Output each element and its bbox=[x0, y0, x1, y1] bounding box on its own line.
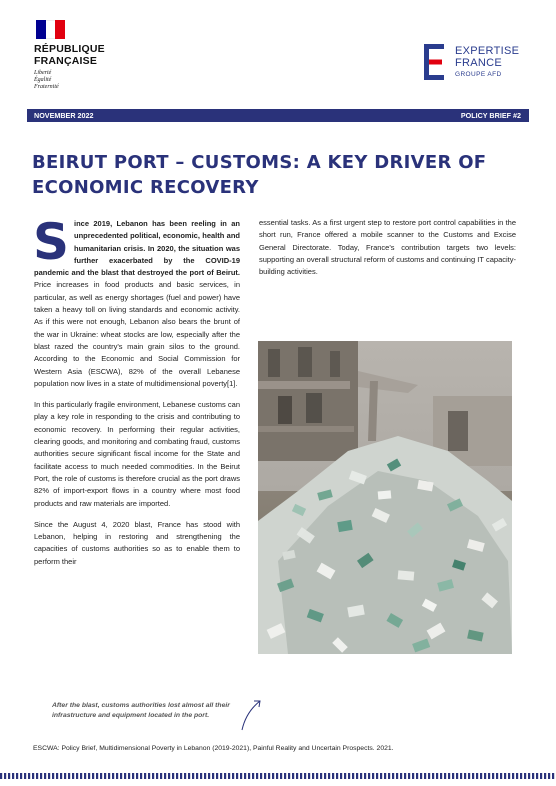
lead-text: ince 2019, Lebanon has been reeling in an unprecedented political, economic, health and humanitarian crisis. In 2020, the situation was further exacerbated by the COVID-19 pandemic and the blast that destroyed the port of Beirut. bbox=[34, 219, 240, 278]
page-title: BEIRUT PORT – CUSTOMS: A KEY DRIVER OF ECONOMIC RECOVERY bbox=[32, 152, 487, 198]
publication-date: NOVEMBER 2022 bbox=[34, 111, 94, 120]
drop-cap: S bbox=[33, 213, 70, 271]
left-column bbox=[33, 213, 240, 577]
right-column bbox=[259, 217, 516, 287]
republic-motto: Liberté Égalité Fraternité bbox=[34, 70, 59, 90]
france-paragraph: Since the August 4, 2020 blast, France has stood with Lebanon, helping in restoring and strengthening the capacities of customs authorities so as to enable them to perform their bbox=[34, 519, 240, 566]
publication-label: POLICY BRIEF #2 bbox=[460, 111, 521, 120]
republique-francaise-logo bbox=[34, 20, 124, 91]
customs-paragraph: In this particularly fragile environment, Lebanese customs can play a key role in responding to the crisis and contributing to economic recovery. In performing their regular activities, clearing goods, and monitoring and combating fraud, customs authorities secure significant fiscal income for the State and facilitate access to much needed commodities. In the Beirut Port, the role of customs is therefore crucial as the port draws 82% of import-export flows in a country where most food products and raw materials are imported. bbox=[34, 400, 240, 508]
header-band bbox=[27, 109, 529, 122]
footnote: ESCWA: Policy Brief, Multidimensional Poverty in Lebanon (2019-2021), Painful Reality and Uncertain Prospects. 2021. bbox=[33, 745, 394, 752]
intro-text: Price increases in food products and basic services, in particular, as well as energy shortages (fuel and power) have taken a heavy toll on living standards and economic activity. As if this were not enough, Lebanon also bears the brunt of the war in Ukraine: wheat stocks are low, especially after the blast razed the country's main grain silos to the ground. According to the Economic and Social Commission for Western Asia (ESCWA), 82% of the overall Lebanese population now lives in a state of multidimensional poverty[1]. bbox=[34, 280, 240, 388]
republic-name: RÉPUBLIQUE FRANÇAISE bbox=[34, 43, 105, 67]
agency-name-line-2: FRANCE bbox=[455, 57, 503, 69]
french-flag-icon bbox=[36, 20, 65, 39]
agency-group: GROUPE AFD bbox=[455, 71, 502, 78]
expertise-france-logo bbox=[424, 44, 534, 84]
caption-arrow-icon bbox=[240, 698, 264, 732]
agency-name-line-1: EXPERTISE bbox=[455, 45, 520, 57]
photo-caption: After the blast, customs authorities lost almost all their infrastructure and equipment located in the port. bbox=[52, 702, 230, 719]
blast-debris-photo bbox=[258, 341, 512, 654]
contribution-paragraph: essential tasks. As a first urgent step to restore port control capabilities in the short run, France offered a mobile scanner to the Customs and Excise General Directorate. Today, France's contribution targets two levels: supporting an overall structural reform of customs and continuing IT capacity-building activities. bbox=[259, 218, 516, 277]
bottom-decorative-rule bbox=[0, 773, 556, 779]
intro-paragraph bbox=[33, 213, 240, 390]
debris-illustration bbox=[258, 341, 512, 654]
expertise-france-e-icon bbox=[424, 44, 446, 80]
